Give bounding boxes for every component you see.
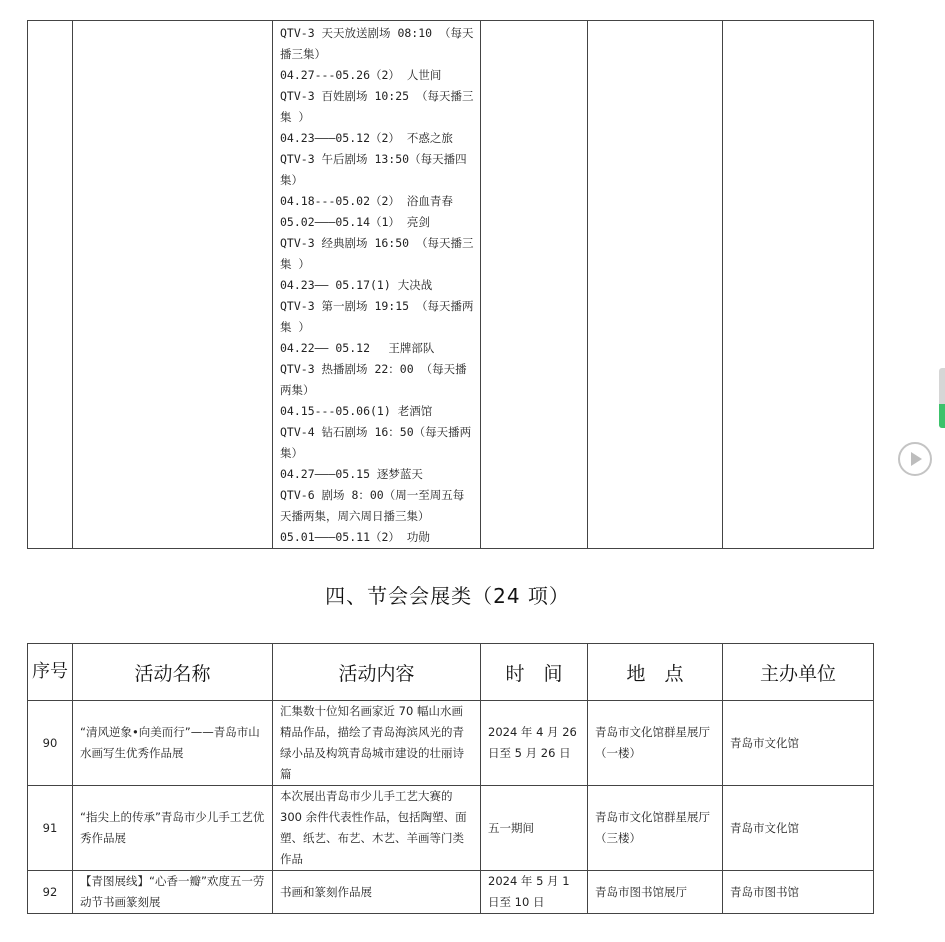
cell-organizer <box>723 21 874 549</box>
continued-table <box>27 20 874 549</box>
activity-time: 五一期间 <box>481 786 588 871</box>
section-heading: 四、节会会展类（24 项） <box>325 584 570 608</box>
program-line: 04.22—— 05.12 王牌部队 <box>280 341 435 355</box>
program-line: 05.01———05.11（2） 功勋 <box>280 530 430 544</box>
activity-content: 汇集数十位知名画家近 70 幅山水画精品作品，描绘了青岛海滨风光的青绿小品及构筑青岛城市建设的壮丽诗篇 <box>273 701 481 786</box>
cell-place <box>588 21 723 549</box>
program-line: 05.02———05.14（1） 亮剑 <box>280 215 430 229</box>
header-seq: 序号 <box>28 644 73 701</box>
program-line: QTV-3 热播剧场 22：00 （每天播两集） <box>280 362 467 397</box>
row-number: 91 <box>28 786 73 871</box>
program-line: 04.27---05.26（2） 人世间 <box>280 68 442 82</box>
program-line: QTV-3 天天放送剧场 08:10 （每天播三集） <box>280 26 474 61</box>
activity-content: 书画和篆刻作品展 <box>273 871 481 914</box>
program-line: QTV-3 经典剧场 16:50 （每天播三集 ） <box>280 236 474 271</box>
play-circle-icon <box>909 451 923 467</box>
table-row <box>28 21 874 549</box>
cell-name <box>73 21 273 549</box>
header-place: 地 点 <box>588 644 723 701</box>
program-line: 04.23—— 05.17(1) 大决战 <box>280 278 433 292</box>
header-time: 时 间 <box>481 644 588 701</box>
activity-time: 2024 年 5 月 1 日至 10 日 <box>481 871 588 914</box>
table-header-row <box>28 644 874 701</box>
activity-organizer: 青岛市图书馆 <box>723 871 874 914</box>
activity-place: 青岛市图书馆展厅 <box>588 871 723 914</box>
header-name: 活动名称 <box>73 644 273 701</box>
activity-place: 青岛市文化馆群星展厅（三楼） <box>588 786 723 871</box>
cell-seq <box>28 21 73 549</box>
row-number: 90 <box>28 701 73 786</box>
activity-name: 【青图展线】“心香一瓣”欢度五一劳动节书画篆刻展 <box>73 871 273 914</box>
table-row <box>28 871 874 914</box>
table-row <box>28 701 874 786</box>
program-line: QTV-3 百姓剧场 10:25 （每天播三集 ） <box>280 89 474 124</box>
activity-time: 2024 年 4 月 26 日至 5 月 26 日 <box>481 701 588 786</box>
program-line: QTV-6 剧场 8：00（周一至周五每天播两集，周六周日播三集） <box>280 488 465 523</box>
program-line: 04.27———05.15 逐梦蓝天 <box>280 467 423 481</box>
table-row <box>28 786 874 871</box>
activities-table <box>27 643 874 914</box>
activity-organizer: 青岛市文化馆 <box>723 786 874 871</box>
side-tab-indicator <box>939 404 945 428</box>
program-line: 04.23———05.12（2） 不惑之旅 <box>280 131 453 145</box>
program-line: 04.15---05.06(1) 老酒馆 <box>280 404 433 418</box>
activity-place: 青岛市文化馆群星展厅（一楼） <box>588 701 723 786</box>
activity-name: “指尖上的传承”青岛市少儿手工艺优秀作品展 <box>73 786 273 871</box>
row-number: 92 <box>28 871 73 914</box>
play-button[interactable] <box>898 442 932 476</box>
program-line: 04.18---05.02（2） 浴血青春 <box>280 194 453 208</box>
header-organizer: 主办单位 <box>723 644 874 701</box>
program-line: QTV-4 钻石剧场 16：50（每天播两集） <box>280 425 472 460</box>
side-scroll-tab[interactable] <box>939 368 945 428</box>
header-content: 活动内容 <box>273 644 481 701</box>
activity-organizer: 青岛市文化馆 <box>723 701 874 786</box>
cell-time <box>481 21 588 549</box>
activity-content: 本次展出青岛市少儿手工艺大赛的 300 余件代表性作品，包括陶塑、面塑、纸艺、布艺、木艺、羊画等门类作品 <box>273 786 481 871</box>
program-line: QTV-3 第一剧场 19:15 （每天播两集 ） <box>280 299 474 334</box>
activity-name: “清风逆象•向美而行”——青岛市山水画写生优秀作品展 <box>73 701 273 786</box>
program-line: QTV-3 午后剧场 13:50（每天播四集） <box>280 152 467 187</box>
program-schedule-cell <box>273 21 481 549</box>
